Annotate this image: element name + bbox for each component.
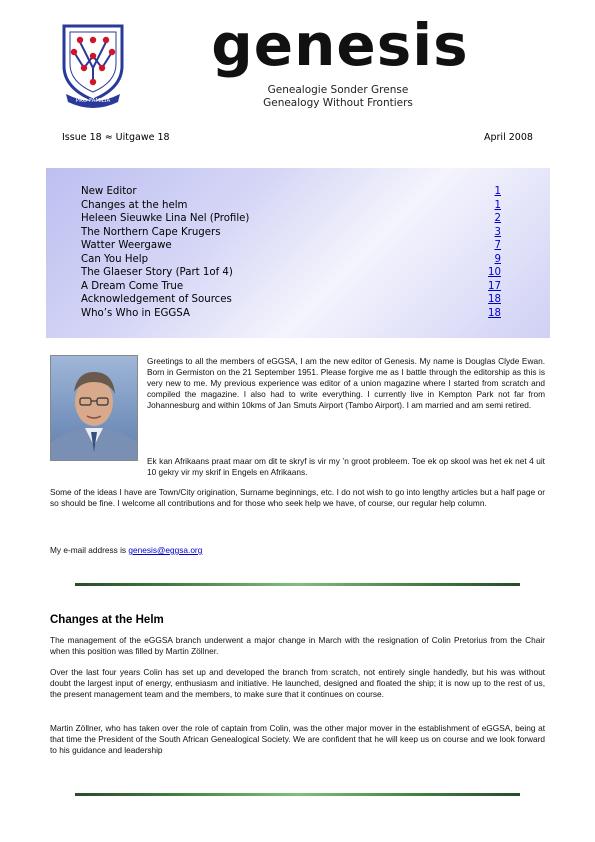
toc-row [81, 199, 501, 212]
toc-row [81, 266, 501, 279]
toc-title: Changes at the helm [81, 199, 188, 211]
issue-date: April 2008 [484, 132, 533, 143]
section-heading: Changes at the Helm [50, 614, 164, 626]
subtitle-english: Genealogy Without Frontiers [263, 97, 413, 109]
subtitle-afrikaans: Genealogie Sonder Grense [267, 84, 409, 96]
crest-motto: PRO FAMILIA [75, 98, 111, 104]
toc-row [81, 239, 501, 252]
email-line [50, 545, 545, 556]
helm-paragraph-3: Martin Zöllner, who has taken over the role of captain from Colin, was the other major mover in the establishment of eGGSA, being at that time the President of the South African Genealogical Society. We are confident that he will keep us on course and we look forward to his guidance and leadership [50, 723, 545, 756]
toc-page-link[interactable]: 7 [494, 240, 501, 251]
toc-page-link[interactable]: 10 [488, 267, 501, 278]
toc-title: New Editor [81, 186, 137, 197]
toc-title: The Northern Cape Krugers [81, 226, 221, 238]
helm-paragraph-1: The management of the eGGSA branch underwent a major change in March with the resignation of Colin Pretorius from the Chair when this position was filled by Martin Zöllner. [50, 635, 545, 657]
section-divider [75, 583, 520, 586]
crest-shield-icon [60, 22, 126, 108]
toc-page-link[interactable]: 18 [488, 294, 501, 305]
toc-row [81, 280, 501, 293]
toc-page-link[interactable]: 17 [488, 280, 501, 292]
toc-row [81, 293, 501, 306]
helm-paragraph-2: Over the last four years Colin has set up and developed the branch from scratch, not entirely single handedly, but his was without doubt the largest input of energy, enthusiasm and initiative. He launched, designed and floated the ship; it is now up to the rest of us, the present management team and the members, to make sure that it continues on course. [50, 667, 545, 700]
issue-number: Issue 18 ≈ Uitgawe 18 [62, 132, 170, 143]
afrikaans-paragraph: Ek kan Afrikaans praat maar om dit te skryf is vir my ’n groot probleem. Toe ek op skool was het ek net 4 uit 10 gekry vir my skrif in Engels en Afrikaans. [147, 456, 545, 478]
toc-page-link[interactable]: 9 [494, 253, 501, 265]
portrait-image-icon [51, 356, 137, 460]
toc-title: A Dream Come True [81, 280, 184, 292]
toc-row [81, 253, 501, 266]
toc-page-link[interactable]: 1 [494, 199, 501, 211]
toc-title: Can You Help [81, 253, 149, 265]
ideas-paragraph: Some of the ideas I have are Town/City origination, Surname beginnings, etc. I do not wish to go into lengthy articles but a half page or so should be fine. I welcome all contributions and for those who seek help we have, of course, our regular help column. [50, 487, 545, 509]
toc-title: The Glaeser Story (Part 1of 4) [81, 267, 233, 278]
toc-row [81, 185, 501, 198]
toc-title: Heleen Sieuwke Lina Nel (Profile) [81, 213, 250, 224]
email-link[interactable]: genesis@eggsa.org [128, 545, 203, 555]
toc-title: Acknowledgement of Sources [81, 294, 232, 305]
email-prefix: My e-mail address is [50, 545, 129, 555]
newsletter-title: genesis [211, 11, 469, 79]
toc-page-link[interactable]: 18 [488, 307, 501, 319]
toc-row [81, 226, 501, 239]
toc-page-link[interactable]: 2 [494, 213, 501, 224]
toc-page-link[interactable]: 1 [494, 186, 501, 197]
toc-row [81, 212, 501, 225]
toc-title: Watter Weergawe [81, 240, 172, 251]
intro-paragraph: Greetings to all the members of eGGSA, I am the new editor of Genesis. My name is Douglas Clyde Ewan. Born in Germiston on the 21 September 1951. Please forgive me as I battle through the editorship as this is very new to me. My previous experience was editor of a union magazine where I started from scratch and compiled the magazine. I also had to write everything. I currently live in Kempton Park not far from Johannesburg and within 10kms of Jan Smuts Airport (Tambo Airport). I am married and am semi retired. [147, 356, 545, 411]
society-crest [60, 22, 126, 108]
toc-row [81, 307, 501, 320]
toc-page-link[interactable]: 3 [494, 226, 501, 238]
table-of-contents [46, 168, 550, 338]
editor-photo [50, 355, 138, 461]
toc-title: Who’s Who in EGGSA [81, 307, 190, 319]
section-divider [75, 793, 520, 796]
